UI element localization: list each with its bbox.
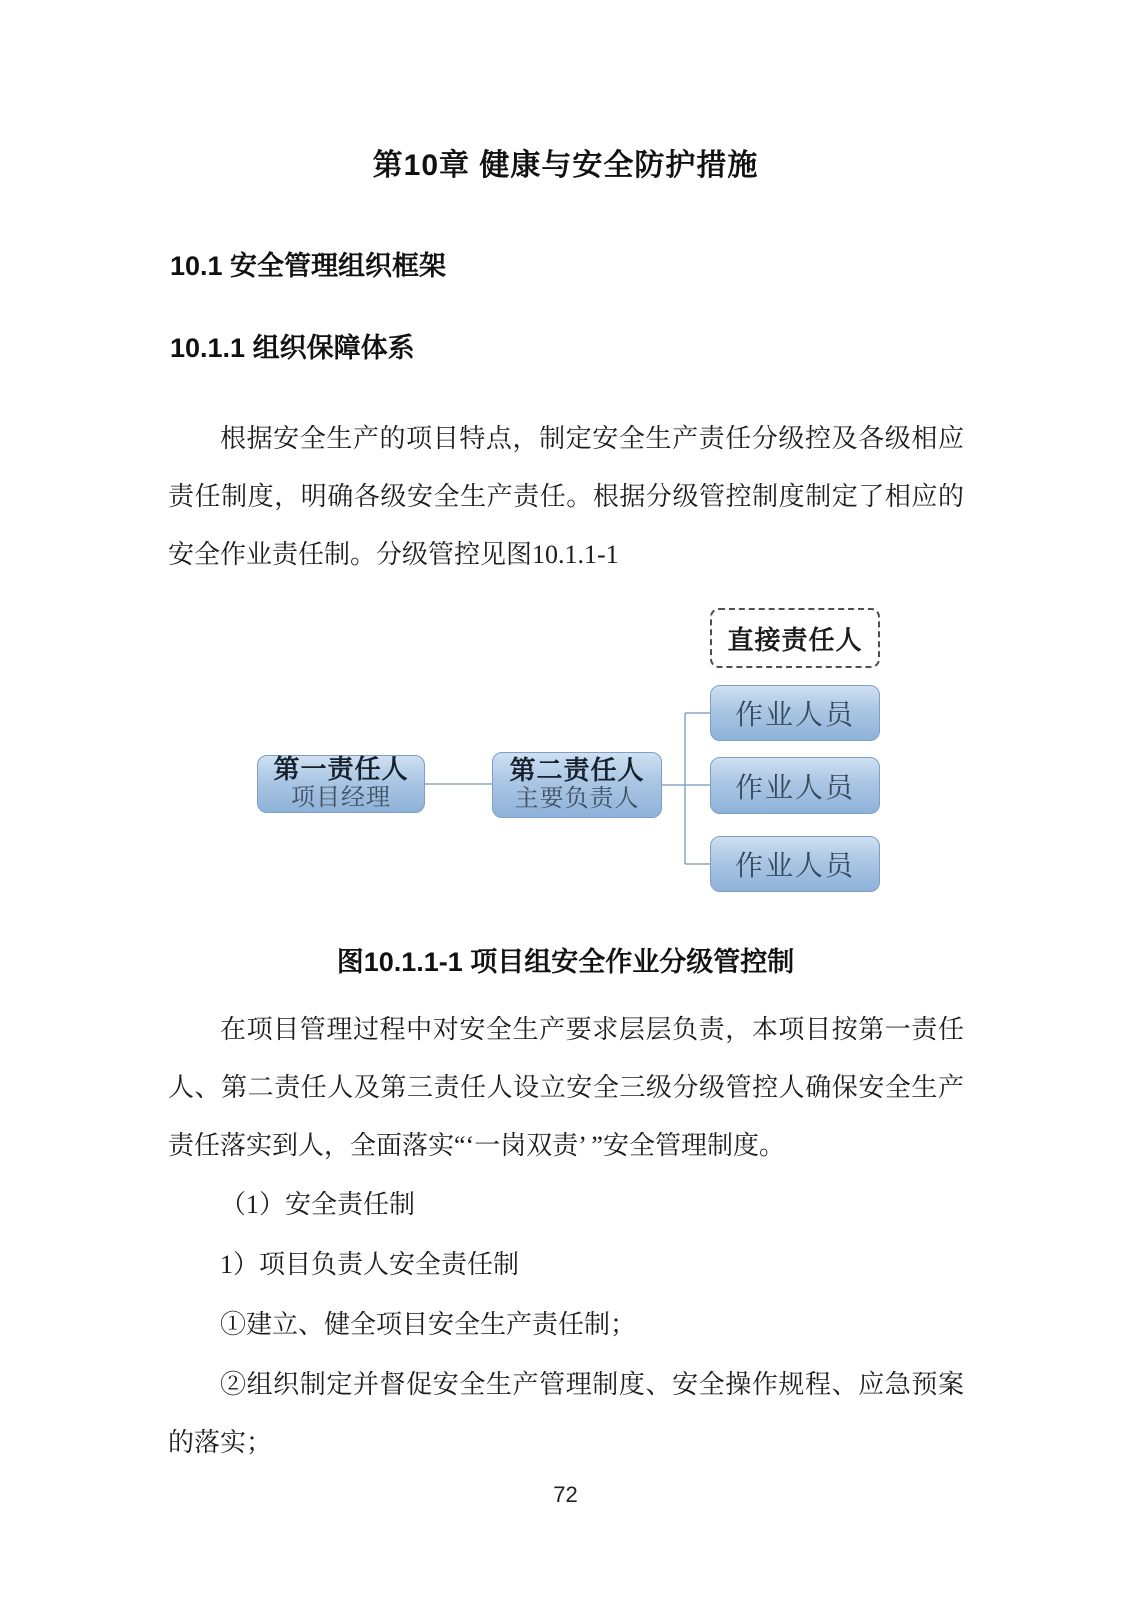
subsection-heading-10-1-1: 10.1.1 组织保障体系 bbox=[170, 333, 415, 363]
page-number: 72 bbox=[553, 1482, 578, 1507]
node-first-title: 第一责任人 bbox=[273, 755, 409, 784]
node-first-subtitle: 项目经理 bbox=[291, 785, 391, 811]
node-worker-1-label: 作业人员 bbox=[734, 700, 855, 731]
node-worker-3 bbox=[710, 836, 880, 892]
node-worker-2 bbox=[710, 757, 880, 814]
node-first-responsible bbox=[257, 755, 425, 813]
node-worker-1 bbox=[710, 685, 880, 741]
paragraph-intro: 根据安全生产的项目特点，制定安全生产责任分级控及各级相应责任制度，明确各级安全生产责任。根据分级管控制度制定了相应的安全作业责任制。分级管控见图10.1.1-1 bbox=[168, 424, 964, 569]
list-item-4: ②组织制定并督促安全生产管理制度、安全操作规程、应急预案的落实； bbox=[168, 1370, 964, 1457]
node-worker-3-label: 作业人员 bbox=[734, 851, 855, 882]
node-direct-label: 直接责任人 bbox=[727, 625, 863, 655]
section-heading-10-1: 10.1 安全管理组织框架 bbox=[170, 251, 447, 281]
list-item-2: 1）项目负责人安全责任制 bbox=[220, 1250, 520, 1279]
org-structure-diagram bbox=[168, 590, 963, 902]
node-worker-2-label: 作业人员 bbox=[734, 772, 855, 804]
node-second-title: 第二责任人 bbox=[509, 756, 645, 785]
figure-caption: 图10.1.1-1 项目组安全作业分级管控制 bbox=[336, 947, 795, 977]
paragraph-management: 在项目管理过程中对安全生产要求层层负责，本项目按第一责任人、第二责任人及第三责任人设立安全三级分级管控人确保安全生产责任落实到人，全面落实“‘一岗双责’ ”安全管理制度。 bbox=[168, 1015, 964, 1160]
list-item-1: （1）安全责任制 bbox=[220, 1190, 416, 1219]
node-direct-responsible bbox=[710, 608, 880, 668]
node-second-subtitle: 主要负责人 bbox=[514, 786, 640, 812]
node-second-responsible bbox=[492, 752, 662, 818]
list-item-3: ①建立、健全项目安全生产责任制； bbox=[220, 1310, 637, 1339]
chapter-title: 第10章 健康与安全防护措施 bbox=[372, 149, 759, 182]
